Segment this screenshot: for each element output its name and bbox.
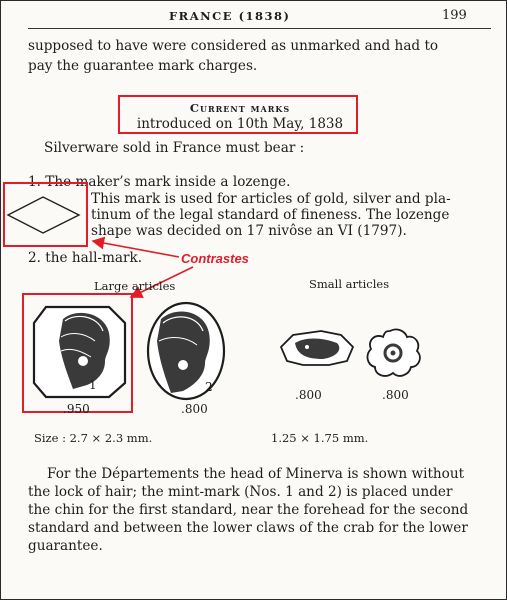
mark-number: 2 — [205, 380, 213, 394]
paragraph-line: the lock of hair; the mint-mark (Nos. 1 and 2) is placed under — [28, 484, 453, 500]
mark-fineness: .800 — [382, 388, 409, 402]
mark-fineness: .800 — [295, 388, 322, 402]
item1-line: This mark is used for articles of gold, silver and pla- — [91, 191, 451, 207]
paragraph-line: pay the guarantee mark charges. — [28, 58, 258, 74]
minerva-head-icon — [34, 307, 125, 397]
current-marks-heading: Current marks — [189, 101, 291, 115]
item1-line: shape was decided on 17 nivôse an VI (1797). — [91, 223, 407, 239]
boar-head-icon — [281, 331, 353, 365]
size-large-caption: Size : 2.7 × 2.3 mm. — [34, 431, 153, 445]
paragraph-line: standard and between the lower claws of the crab for the lower — [28, 520, 468, 536]
mark-number: 1 — [89, 378, 97, 392]
item1-line: tinum of the legal standard of fineness. The lozenge — [91, 207, 450, 223]
paragraph-line: For the Départements the head of Minerva is shown without — [47, 466, 465, 482]
mark-fineness: .950 — [63, 402, 90, 416]
running-header: FRANCE (1838) — [169, 9, 291, 23]
current-marks-subheading: introduced on 10th May, 1838 — [136, 116, 344, 132]
contrastes-annotation: Contrastes — [181, 251, 249, 266]
item2-title: 2. the hall-mark. — [28, 250, 143, 266]
paragraph-line: guarantee. — [28, 538, 103, 554]
mark-fineness: .800 — [181, 402, 208, 416]
item1-title: 1. The maker’s mark inside a lozenge. — [28, 174, 291, 190]
size-small-caption: 1.25 × 1.75 mm. — [271, 431, 369, 445]
paragraph-line: the chin for the first standard, near the forehead for the second — [28, 502, 469, 518]
crab-mark-icon — [368, 329, 420, 375]
paragraph-line: supposed to have were considered as unmarked and had to — [28, 38, 439, 54]
intro-line: Silverware sold in France must bear : — [44, 140, 305, 156]
page-number: 199 — [442, 8, 467, 23]
large-articles-label: Large articles — [94, 279, 176, 293]
small-articles-label: Small articles — [309, 277, 390, 291]
